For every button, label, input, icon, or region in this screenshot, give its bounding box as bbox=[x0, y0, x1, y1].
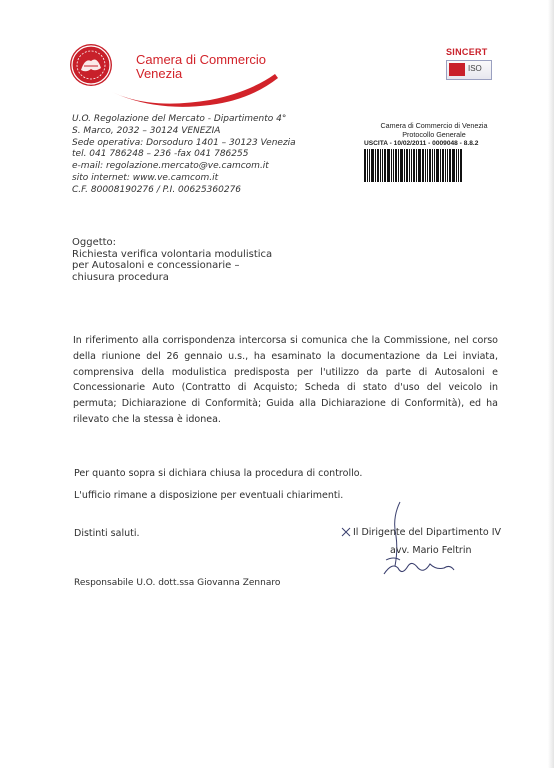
barcode-bar bbox=[429, 149, 431, 182]
barcode-bar bbox=[432, 149, 433, 182]
barcode-bar bbox=[434, 149, 435, 182]
barcode-bar bbox=[456, 149, 457, 182]
sender-line: tel. 041 786248 – 236 -fax 041 786255 bbox=[72, 149, 249, 160]
barcode-bar bbox=[367, 149, 368, 182]
brand-line2: Venezia bbox=[136, 66, 183, 81]
signatory-name: avv. Mario Feltrin bbox=[390, 545, 472, 556]
barcode-bar bbox=[404, 149, 405, 182]
barcode-bar bbox=[425, 149, 426, 182]
barcode-bar bbox=[440, 149, 441, 182]
barcode-bar bbox=[411, 149, 412, 182]
subject-line: per Autosaloni e concessionarie – bbox=[72, 260, 240, 272]
sender-line: S. Marco, 2032 – 30124 VENEZIA bbox=[72, 125, 221, 136]
brand-line1: Camera di Commercio bbox=[136, 52, 267, 67]
protocol-barcode bbox=[364, 149, 504, 182]
greeting-text: Distinti saluti. bbox=[74, 528, 140, 539]
sender-tax-ids: C.F. 80008190276 / P.I. 00625360276 bbox=[72, 184, 242, 195]
certification-badge-label: ISO bbox=[468, 64, 482, 73]
protocol-stamp-line1: Camera di Commercio di Venezia bbox=[380, 121, 488, 130]
barcode-bar bbox=[395, 149, 397, 182]
barcode-bar bbox=[447, 149, 448, 182]
barcode-bar bbox=[409, 149, 410, 182]
page-edge bbox=[548, 0, 554, 768]
signatory-title: Il Dirigente del Dipartimento IV bbox=[353, 527, 502, 538]
subject-line: Richiesta verifica volontaria modulistica bbox=[72, 248, 273, 260]
protocol-stamp-line2: Protocollo Generale bbox=[402, 130, 466, 139]
closing-procedure-text: Per quanto sopra si dichiara chiusa la procedura di controllo. bbox=[74, 468, 363, 479]
availability-text: L'ufficio rimane a disposizione per eventuali chiarimenti. bbox=[74, 490, 344, 501]
barcode-bar bbox=[427, 149, 428, 182]
chamber-seal-logo bbox=[70, 44, 112, 86]
sender-email: e-mail: regolazione.mercato@ve.camcom.it bbox=[72, 161, 269, 172]
certification-badge bbox=[446, 60, 492, 80]
barcode-bar bbox=[364, 149, 366, 182]
body-paragraph: In riferimento alla corrispondenza intercorsa si comunica che la Commissione, nel corso della riunione del 26 gennaio u.s., ha esaminato la documentazione da Lei inviata, comprensiva della modulistica predisposta per l'utilizzo da parte di Autosaloni e Concessionarie Auto (Contratto di Acquisto; Scheda di stato d'uso del veicolo in permuta; Dichiarazione di Conformità; Guida alla Dichiarazione di Conformità), ed ha rilevato che la stessa è idonea. bbox=[73, 335, 498, 425]
barcode-bar bbox=[391, 149, 392, 182]
barcode-bar bbox=[382, 149, 383, 182]
handwritten-signature bbox=[340, 498, 470, 583]
sender-website: sito internet: www.ve.camcom.it bbox=[72, 172, 219, 183]
certification-label: SINCERT bbox=[446, 47, 488, 57]
barcode-bar bbox=[400, 149, 403, 182]
barcode-bar bbox=[449, 149, 451, 182]
barcode-bar bbox=[416, 149, 417, 182]
barcode-bar bbox=[384, 149, 386, 182]
barcode-bar bbox=[452, 149, 455, 182]
sender-line: U.O. Regolazione del Mercato - Dipartimento 4° bbox=[72, 114, 287, 124]
barcode-bar bbox=[436, 149, 439, 182]
subject-label: Oggetto: bbox=[72, 237, 117, 248]
barcode-bar bbox=[380, 149, 381, 182]
responsible-officer: Responsabile U.O. dott.ssa Giovanna Zennaro bbox=[74, 578, 281, 588]
barcode-bar bbox=[422, 149, 424, 182]
barcode-bar bbox=[377, 149, 379, 182]
sender-block bbox=[72, 114, 296, 197]
barcode-bar bbox=[393, 149, 394, 182]
barcode-bar bbox=[369, 149, 370, 182]
barcode-bar bbox=[371, 149, 374, 182]
barcode-bar bbox=[398, 149, 399, 182]
barcode-bar bbox=[418, 149, 421, 182]
barcode-bar bbox=[445, 149, 446, 182]
subject-block bbox=[72, 237, 272, 283]
barcode-bar bbox=[387, 149, 390, 182]
subject-line: chiusura procedura bbox=[72, 271, 169, 283]
barcode-bar bbox=[460, 149, 462, 182]
barcode-bar bbox=[375, 149, 376, 182]
sender-line: Sede operativa: Dorsoduro 1401 – 30123 Venezia bbox=[72, 137, 296, 148]
protocol-stamp bbox=[364, 121, 504, 182]
barcode-bar bbox=[442, 149, 444, 182]
barcode-bar bbox=[413, 149, 415, 182]
brand-swoosh bbox=[110, 62, 285, 107]
barcode-bar bbox=[406, 149, 408, 182]
protocol-code: USCITA - 10/02/2011 - 0009048 - 8.8.2 bbox=[364, 140, 479, 147]
barcode-bar bbox=[458, 149, 459, 182]
